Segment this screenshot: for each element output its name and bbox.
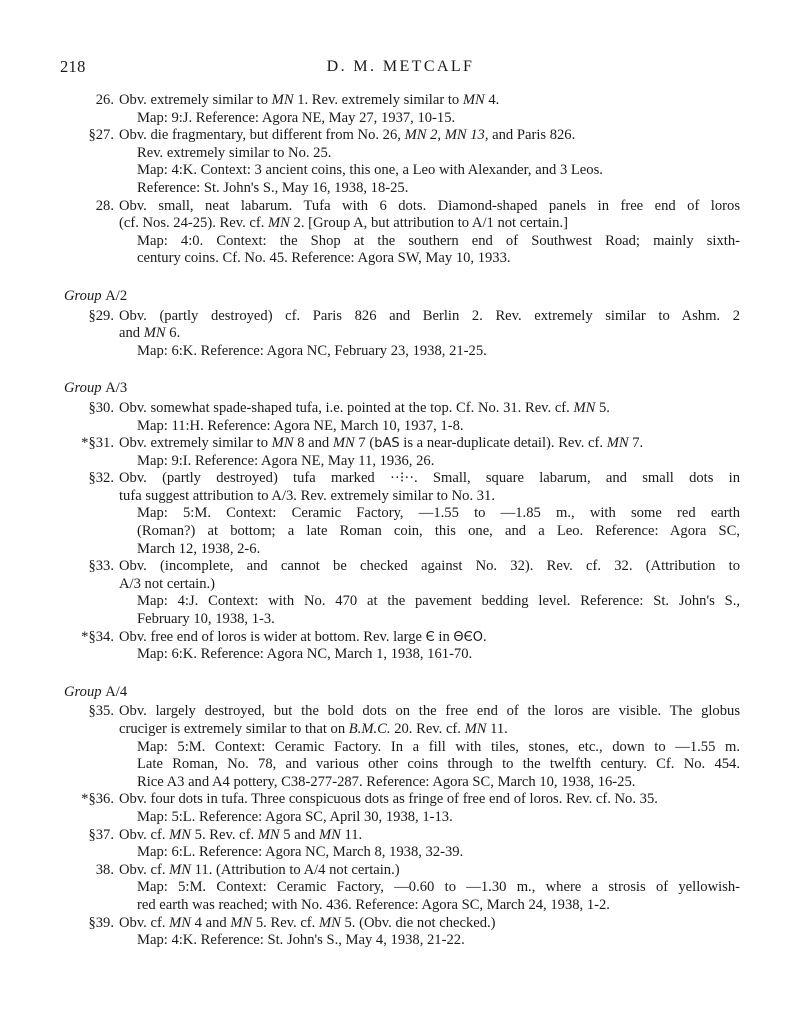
entry-line: tufa suggest attribution to A/3. Rev. extremely similar to No. 31. xyxy=(119,487,496,504)
inscription-letters: Є xyxy=(425,629,435,645)
page-header xyxy=(0,58,801,80)
entry-line: Obv. (partly destroyed) cf. Paris 826 and Berlin 2. Rev. extremely similar to Ashm. 2 xyxy=(119,307,740,324)
entry-line: Obv. extremely similar to MN 1. Rev. extremely similar to MN 4. xyxy=(119,92,500,108)
catalogue-entry xyxy=(64,915,740,950)
entries-group-a2 xyxy=(64,308,740,361)
italic-abbreviation: B.M.C. xyxy=(348,721,391,737)
italic-abbreviation: MN 2, MN 13, xyxy=(404,127,489,144)
italic-abbreviation: MN xyxy=(230,914,253,931)
catalogue-entry xyxy=(64,703,740,791)
italic-abbreviation: MN xyxy=(271,92,294,108)
entry-number: §35. xyxy=(88,703,114,720)
entry-line: March 12, 1938, 2-6. xyxy=(137,540,261,557)
entry-line: A/3 not certain.) xyxy=(119,575,216,592)
entry-line: Map: 4:J. Context: with No. 470 at the pavement bedding level. Reference: St. John's S., xyxy=(137,593,740,610)
entry-line: Obv. small, neat labarum. Tufa with 6 dots. Diamond-shaped panels in free end of loros xyxy=(119,197,740,214)
entry-line: (cf. Nos. 24-25). Rev. cf. MN 2. [Group A, but attribution to A/1 not certain.] xyxy=(119,215,568,232)
entry-number: §33. xyxy=(88,558,114,575)
group-label: Group xyxy=(64,683,102,700)
group-heading-a2 xyxy=(64,288,740,306)
entry-line: (Roman?) at bottom; a late Roman coin, this one, and a Leo. Reference: Agora SC, xyxy=(137,523,740,540)
entry-number: *§34. xyxy=(81,628,114,645)
entry-line: Obv. (partly destroyed) tufa marked ··⁝··. Small, square labarum, and small dots in xyxy=(119,470,740,487)
entry-line: Map: 11:H. Reference: Agora NE, March 10, 1937, 1-8. xyxy=(137,417,464,434)
entry-line: red earth was reached; with No. 436. Reference: Agora SC, March 24, 1938, 1-2. xyxy=(137,896,610,913)
italic-abbreviation: MN xyxy=(462,92,485,108)
group-code: A/4 xyxy=(105,683,128,700)
entry-line: Obv. cf. MN 11. (Attribution to A/4 not certain.) xyxy=(119,861,400,878)
entry-line: and MN 6. xyxy=(119,325,181,342)
italic-abbreviation: MN xyxy=(143,325,166,342)
entry-line: Map: 4:K. Reference: St. John's S., May 4, 1938, 21-22. xyxy=(137,932,465,949)
catalogue-entry xyxy=(64,198,740,268)
entry-line: Map: 9:I. Reference: Agora NE, May 11, 1936, 26. xyxy=(137,452,435,469)
entry-number: 38. xyxy=(95,861,114,878)
catalogue-entry xyxy=(64,558,740,628)
entry-line: Map: 6:K. Reference: Agora NC, February 23, 1938, 21-25. xyxy=(137,342,487,359)
entry-line: Map: 9:J. Reference: Agora NE, May 27, 1937, 10-15. xyxy=(137,109,456,126)
entry-line: Obv. cf. MN 4 and MN 5. Rev. cf. MN 5. (Obv. die not checked.) xyxy=(119,914,496,931)
entry-number: *§31. xyxy=(81,435,114,452)
entry-line: Late Roman, No. 78, and various other coins through to the twelfth century. Cf. No. 454. xyxy=(137,756,740,773)
italic-abbreviation: MN xyxy=(257,826,280,843)
italic-abbreviation: MN xyxy=(169,861,192,878)
page-number: 218 xyxy=(60,57,86,76)
entry-line: Rev. extremely similar to No. 25. xyxy=(137,144,332,161)
group-code: A/2 xyxy=(105,287,128,304)
entry-line: Obv. free end of loros is wider at bottom. Rev. large Є in ΘЄO. xyxy=(119,628,487,645)
entry-line: Map: 5:M. Context: Ceramic Factory. In a fill with tiles, stones, etc., down to —1.55 m. xyxy=(137,738,740,755)
entry-line: Obv. extremely similar to MN 8 and MN 7 (bAS is a near-duplicate detail). Rev. cf. MN 7. xyxy=(119,435,644,452)
catalogue-entry xyxy=(64,400,740,435)
catalogue-entry xyxy=(64,629,740,664)
catalogue-body xyxy=(64,92,740,950)
catalogue-entry xyxy=(64,827,740,862)
entry-number: 28. xyxy=(95,197,114,214)
entries-group-a1-continued xyxy=(64,92,740,268)
inscription-letters: bAS xyxy=(374,436,400,452)
group-label: Group xyxy=(64,380,102,397)
entry-line: Map: 4:0. Context: the Shop at the southern end of Southwest Road; mainly sixth- xyxy=(137,232,740,249)
inscription-letters: ΘЄO xyxy=(453,629,483,645)
catalogue-entry xyxy=(64,791,740,826)
entry-number: 26. xyxy=(95,92,114,108)
entries-group-a3 xyxy=(64,400,740,664)
entry-line: Obv. die fragmentary, but different from No. 26, MN 2, MN 13, and Paris 826. xyxy=(119,127,576,144)
entry-line: Map: 5:M. Context: Ceramic Factory, —1.55 to —1.85 m., with some red earth xyxy=(137,505,740,522)
entry-number: §39. xyxy=(88,914,114,931)
entry-number: §32. xyxy=(88,470,114,487)
group-code: A/3 xyxy=(105,380,128,397)
entry-line: Obv. largely destroyed, but the bold dots on the free end of the loros are visible. The globus xyxy=(119,703,740,720)
catalogue-entry xyxy=(64,435,740,470)
entry-line: Map: 5:L. Reference: Agora SC, April 30, 1938, 1-13. xyxy=(137,808,453,825)
entry-line: Map: 6:K. Reference: Agora NC, March 1, 1938, 161-70. xyxy=(137,646,473,663)
entry-line: Obv. somewhat spade-shaped tufa, i.e. pointed at the top. Cf. No. 31. Rev. cf. MN 5. xyxy=(119,399,610,416)
entry-number: §27. xyxy=(88,127,114,144)
italic-abbreviation: MN xyxy=(318,826,341,843)
catalogue-entry xyxy=(64,308,740,361)
italic-abbreviation: MN xyxy=(573,399,596,416)
group-label: Group xyxy=(64,287,102,304)
entry-line: Map: 4:K. Context: 3 ancient coins, this one, a Leo with Alexander, and 3 Leos. xyxy=(137,162,603,179)
entry-line: Obv. cf. MN 5. Rev. cf. MN 5 and MN 11. xyxy=(119,826,363,843)
running-head: D. M. METCALF xyxy=(326,58,475,75)
entry-number: *§36. xyxy=(81,791,114,808)
italic-abbreviation: MN xyxy=(169,914,192,931)
italic-abbreviation: MN xyxy=(464,721,487,737)
catalogue-entry xyxy=(64,470,740,558)
entry-number: §37. xyxy=(88,826,114,843)
entry-line: February 10, 1938, 1-3. xyxy=(137,611,275,628)
entry-line: Obv. four dots in tufa. Three conspicuous dots as fringe of free end of loros. Rev. cf. No. 35. xyxy=(119,791,658,808)
entry-line: Map: 6:L. Reference: Agora NC, March 8, 1938, 32-39. xyxy=(137,844,464,861)
group-heading-a3 xyxy=(64,380,740,398)
entry-number: §30. xyxy=(88,399,114,416)
italic-abbreviation: MN xyxy=(318,914,341,931)
catalogue-entry xyxy=(64,862,740,915)
italic-abbreviation: MN xyxy=(271,435,294,452)
entry-line: Map: 5:M. Context: Ceramic Factory, —0.60 to —1.30 m., where a strosis of yellowish- xyxy=(137,879,740,896)
entry-line: century coins. Cf. No. 45. Reference: Agora SW, May 10, 1933. xyxy=(137,250,511,267)
catalogue-entry xyxy=(64,92,740,127)
italic-abbreviation: MN xyxy=(332,435,355,452)
entry-line: cruciger is extremely similar to that on B.M.C. 20. Rev. cf. MN 11. xyxy=(119,721,508,737)
italic-abbreviation: MN xyxy=(268,215,290,232)
entry-line: Rice A3 and A4 pottery, C38-277-287. Reference: Agora SC, March 10, 1938, 16-25. xyxy=(137,773,636,790)
entry-line: Reference: St. John's S., May 16, 1938, 18-25. xyxy=(137,179,409,196)
entry-line: Obv. (incomplete, and cannot be checked against No. 32). Rev. cf. 32. (Attribution to xyxy=(119,558,740,575)
group-heading-a4 xyxy=(64,684,740,702)
catalogue-entry xyxy=(64,127,740,197)
italic-abbreviation: MN xyxy=(169,826,192,843)
entries-group-a4 xyxy=(64,703,740,949)
italic-abbreviation: MN xyxy=(606,435,629,452)
entry-number: §29. xyxy=(88,307,114,324)
